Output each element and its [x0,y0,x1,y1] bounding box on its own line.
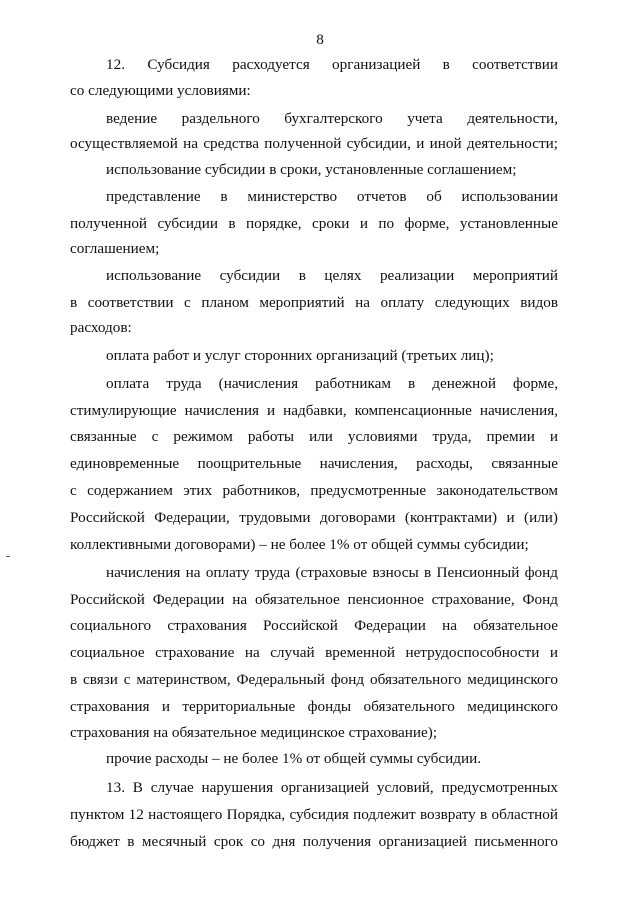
text-line: соглашением; [70,240,160,257]
text-line: оплата работ и услуг сторонних организаций (третьих лиц); [106,347,494,364]
scan-artifact-mark [6,556,10,557]
text-line: страхования на обязательное медицинское страхование); [70,724,438,741]
text-line: единовременные поощрительные начисления, расходы, связанные [70,455,558,472]
text-line: Российской Федерации, трудовыми договорами (контрактами) и (или) [70,509,558,526]
text-line: 12. Субсидия расходуется организацией в соответствии [106,56,558,73]
text-line: прочие расходы – не более 1% от общей суммы субсидии. [106,750,482,767]
text-line: пунктом 12 настоящего Порядка, субсидия подлежит возврату в областной [70,806,558,823]
text-line: страхования и территориальные фонды обязательного медицинского [70,698,558,715]
text-line: осуществляемой на средства полученной субсидии, и иной деятельности; [70,135,558,152]
text-line: расходов: [70,319,132,336]
text-line: со следующими условиями: [70,82,251,99]
text-line: бюджет в месячный срок со дня получения организацией письменного [70,833,558,850]
text-line: в связи с материнством, Федеральный фонд обязательного медицинского [70,671,558,688]
page-number: 8 [316,31,324,48]
text-line: ведение раздельного бухгалтерского учета деятельности, [106,110,558,127]
text-line: социальное страхование на случай временной нетрудоспособности и [70,644,558,661]
text-line: полученной субсидии в порядке, сроки и по форме, установленные [70,215,558,232]
text-line: использование субсидии в целях реализации мероприятий [106,267,558,284]
text-line: 13. В случае нарушения организацией условий, предусмотренных [106,779,558,796]
text-line: начисления на оплату труда (страховые взносы в Пенсионный фонд [106,564,558,581]
text-line: социального страхования Российской Федерации на обязательное [70,617,558,634]
text-line: оплата труда (начисления работникам в денежной форме, [106,375,558,392]
text-line: в соответствии с планом мероприятий на оплату следующих видов [70,294,558,311]
text-line: представление в министерство отчетов об использовании [106,188,558,205]
text-line: коллективными договорами) – не более 1% от общей суммы субсидии; [70,536,529,553]
text-line: с содержанием этих работников, предусмотренные законодательством [70,482,558,499]
text-line: использование субсидии в сроки, установленные соглашением; [106,161,517,178]
text-line: Российской Федерации на обязательное пенсионное страхование, Фонд [70,591,558,608]
text-line: стимулирующие начисления и надбавки, компенсационные начисления, [70,402,558,419]
text-line: связанные с режимом работы или условиями труда, премии и [70,428,558,445]
